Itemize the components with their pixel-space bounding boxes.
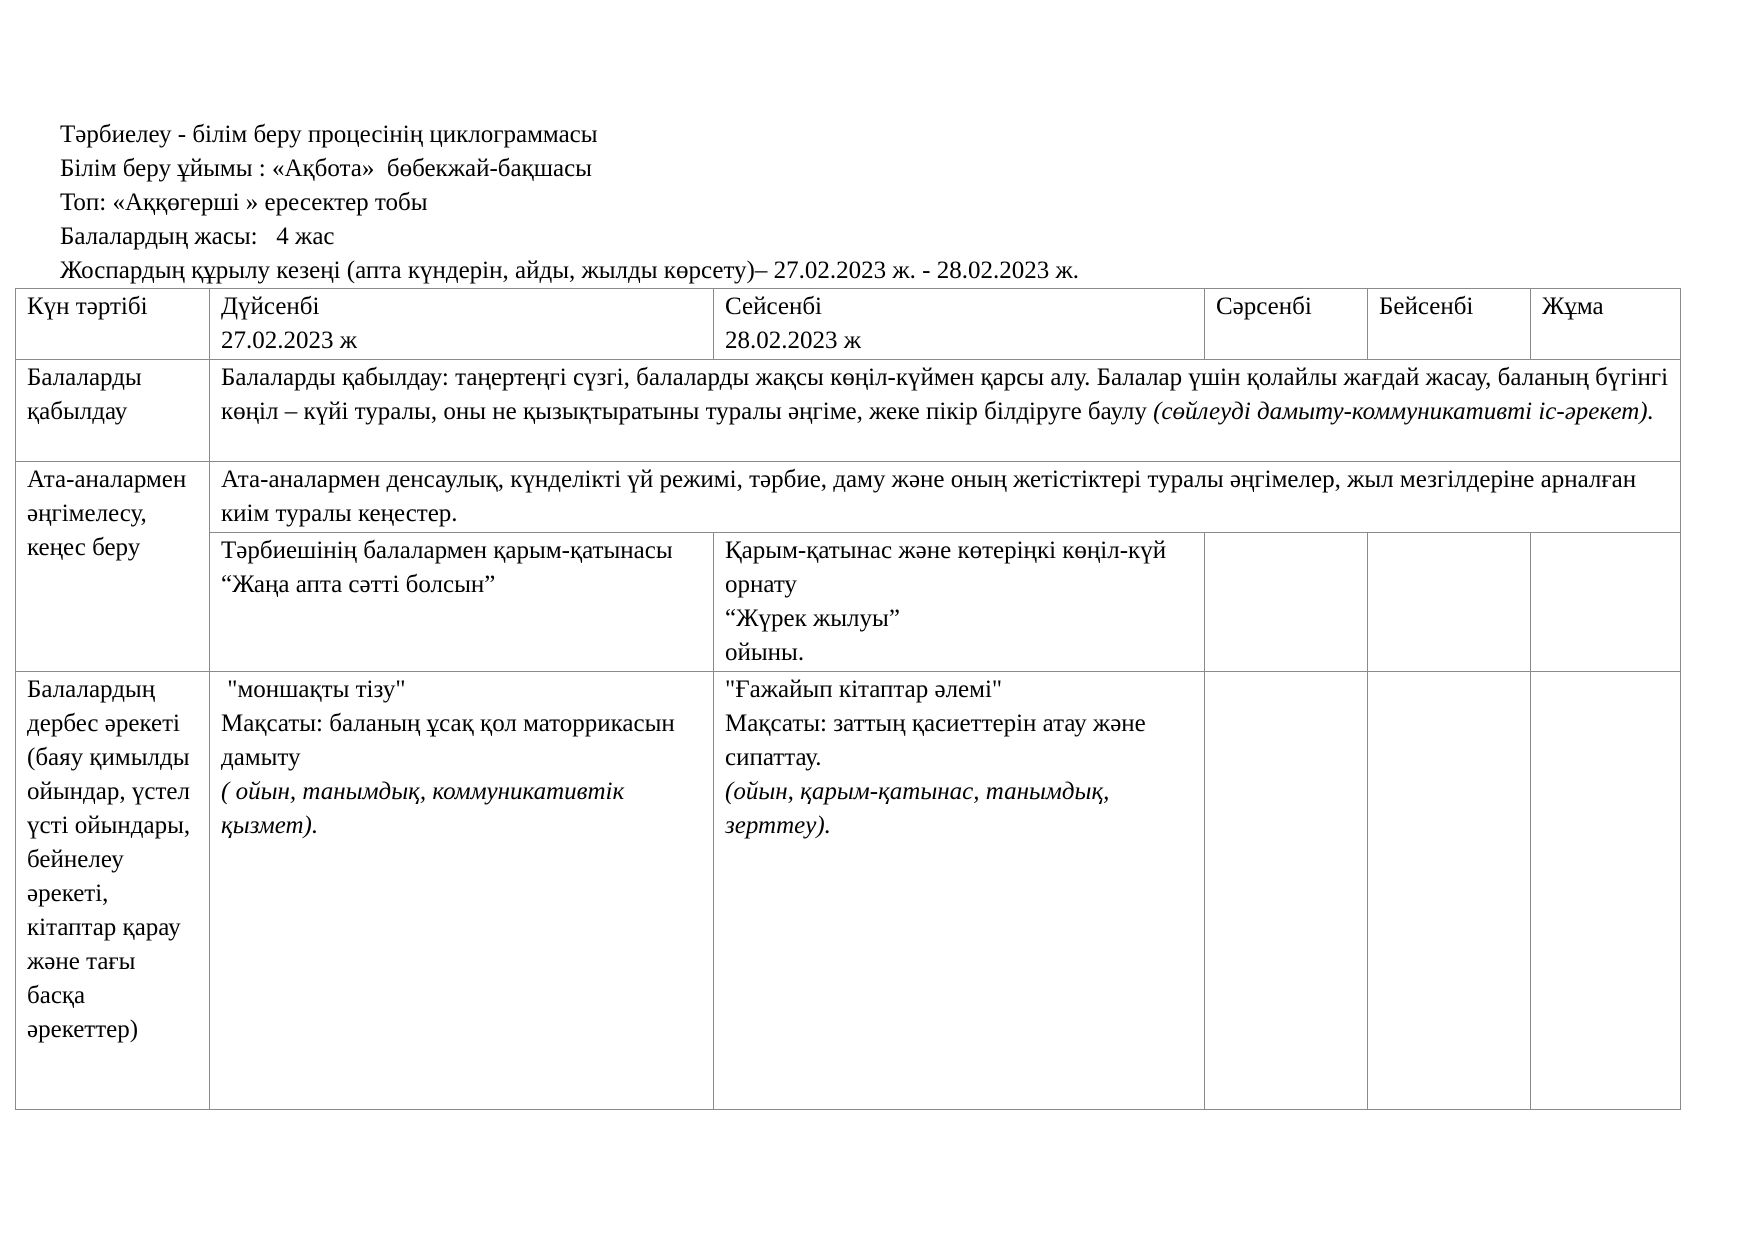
parents-thursday xyxy=(1368,533,1531,672)
parents-days-row xyxy=(16,533,1681,672)
reception-note: (сөйлеуді дамыту-коммуникативті іс-әрекет). xyxy=(1153,398,1654,425)
activity-monday xyxy=(210,672,714,1110)
activity-tuesday-goal: Мақсаты: заттың қасиеттерін атау және сипаттау. xyxy=(725,710,1146,771)
activity-tuesday-title: "Ғажайып кітаптар әлемі" xyxy=(725,676,1003,703)
activity-tuesday-note: (ойын, қарым-қатынас, танымдық, зерттеу). xyxy=(725,778,1110,839)
column-header-wednesday: Сәрсенбі xyxy=(1205,289,1368,360)
activity-tuesday xyxy=(714,672,1205,1110)
period-line: Жоспардың құрылу кезеңі (апта күндерін, айды, жылды көрсету)– 27.02.2023 ж. - 28.02.2023 ж. xyxy=(60,257,1079,284)
parents-friday xyxy=(1531,533,1681,672)
activity-monday-goal: Мақсаты: баланың ұсақ қол маторрикасын дамыту xyxy=(221,710,675,771)
column-header-friday: Жұма xyxy=(1531,289,1681,360)
parents-wednesday xyxy=(1205,533,1368,672)
activity-label: Балалардың дербес әрекеті (баяу қимылды ойындар, үстел үсті ойындары, бейнелеу әрекеті, кітаптар қарау және тағы басқа әрекеттер) xyxy=(16,672,210,1110)
group-line: Топ: «Аққөгерші » ересектер тобы xyxy=(60,189,428,216)
parents-row xyxy=(16,462,1681,533)
column-header-tuesday: Сейсенбі 28.02.2023 ж xyxy=(714,289,1205,360)
cyclogram-table xyxy=(15,288,1681,1110)
column-header-thursday: Бейсенбі xyxy=(1368,289,1531,360)
activity-wednesday xyxy=(1205,672,1368,1110)
column-header-monday: Дүйсенбі 27.02.2023 ж xyxy=(210,289,714,360)
parents-monday: Тәрбиешінің балалармен қарым-қатынасы “Жаңа апта сәтті болсын” xyxy=(210,533,714,672)
organization-line: Білім беру ұйымы : «Ақбота» бөбекжай-бақшасы xyxy=(60,155,592,182)
document-title: Тәрбиелеу - білім беру процесінің циклограммасы xyxy=(60,121,598,148)
reception-cell xyxy=(210,360,1681,462)
activity-row xyxy=(16,672,1681,1110)
activity-friday xyxy=(1531,672,1681,1110)
parents-label: Ата-аналармен әңгімелесу, кеңес беру xyxy=(16,462,210,672)
age-line: Балалардың жасы: 4 жас xyxy=(60,223,335,250)
reception-label: Балаларды қабылдау xyxy=(16,360,210,462)
activity-monday-note: ( ойын, танымдық, коммуникативтік қызмет). xyxy=(221,778,625,839)
document-header xyxy=(60,118,1079,288)
column-header-schedule: Күн тәртібі xyxy=(16,289,210,360)
reception-row xyxy=(16,360,1681,462)
parents-text: Ата-аналармен денсаулық, күнделікті үй режимі, тәрбие, даму және оның жетістіктері туралы әңгімелер, жыл мезгілдеріне арналған киім туралы кеңестер. xyxy=(210,462,1681,533)
reception-text: Балаларды қабылдау: таңертеңгі сүзгі, балаларды жақсы көңіл-күймен қарсы алу. Балалар үшін қолайлы жағдай жасау, баланың бүгінгі көңіл – күйі туралы, оны не қызықтыратыны туралы әңгіме, жеке пікір білдіруге баулу xyxy=(221,364,1669,425)
activity-monday-title: "моншақты тізу" xyxy=(221,676,406,703)
header-row xyxy=(16,289,1681,360)
parents-tuesday: Қарым-қатынас және көтеріңкі көңіл-күй орнату “Жүрек жылуы” ойыны. xyxy=(714,533,1205,672)
activity-thursday xyxy=(1368,672,1531,1110)
